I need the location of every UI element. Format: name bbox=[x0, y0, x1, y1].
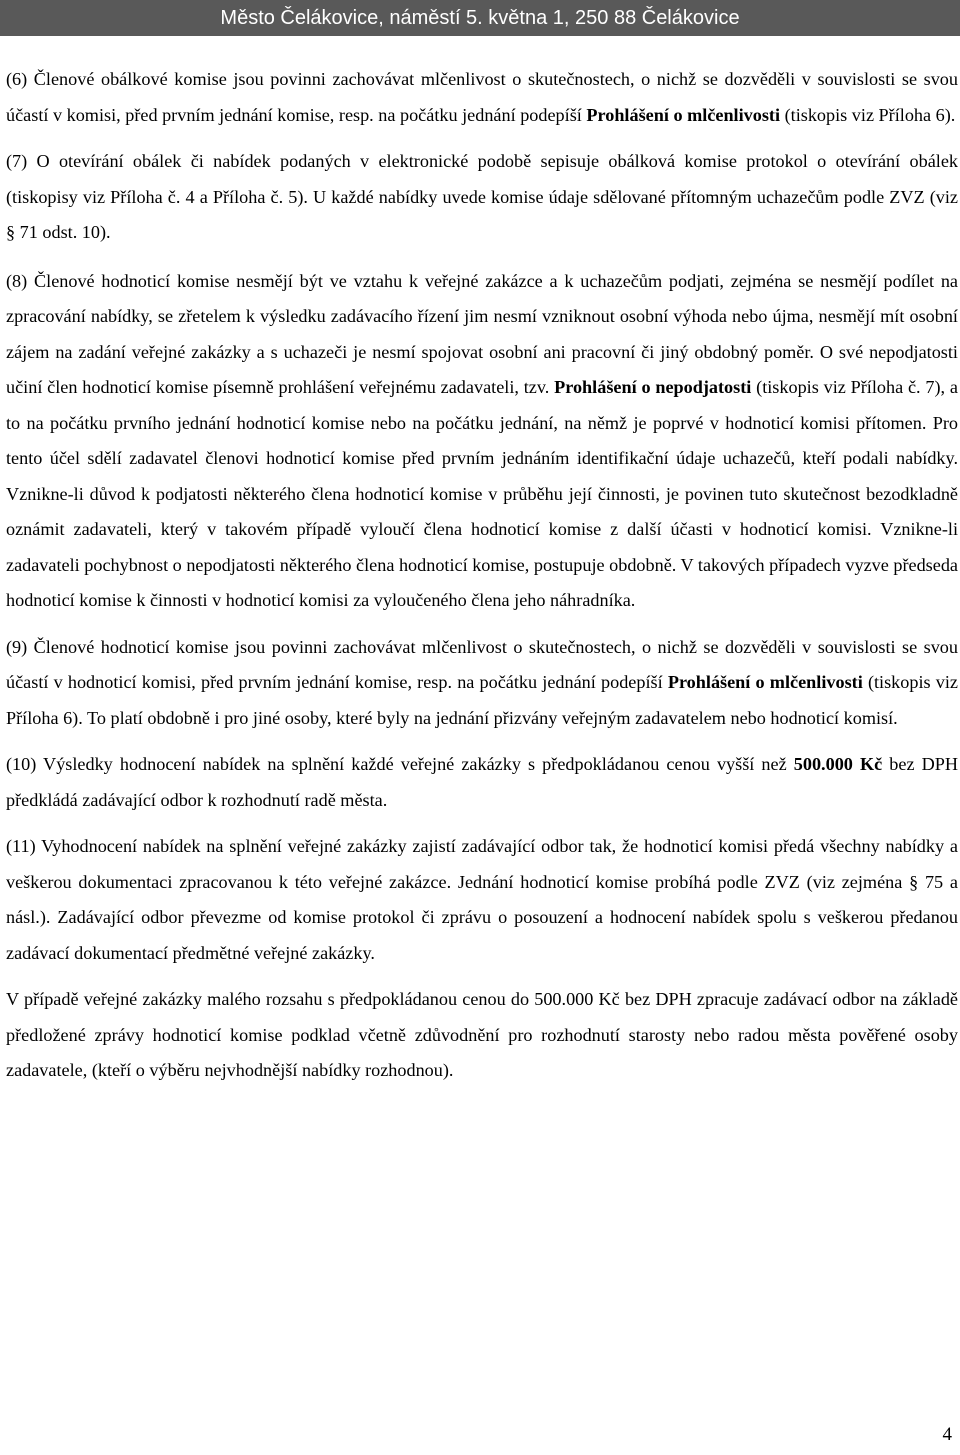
paragraph-11 bbox=[6, 829, 958, 971]
header-address: Město Čelákovice, náměstí 5. května 1, 250 88 Čelákovice bbox=[220, 6, 740, 29]
paragraph-6-text-end: (tiskopis viz Příloha 6). bbox=[780, 104, 956, 125]
paragraph-6-text: (6) Členové obálkové komise jsou povinni zachovávat mlčenlivost o skutečnostech, o nichž se dozvěděli v souvislosti se svou účastí v komisi, před prvním jednání komise, resp. na počátku jednání podepíší bbox=[6, 69, 958, 125]
paragraph-11-text: (11) Vyhodnocení nabídek na splnění veřejné zakázky zajistí zadávající odbor tak, že hodnoticí komisi předá všechny nabídky a veškerou dokumentaci zpracovanou k této veřejné zakázce. Jednání hodnoticí komise probíhá podle ZVZ (viz zejména § 75 a násl.). Zadávající odbor převezme od komise protokol či zprávu o posouzení a hodnocení nabídek spolu s veškerou předanou zadávací dokumentací předmětné veřejné zakázky. bbox=[6, 836, 958, 963]
paragraph-8-text-end: (tiskopis viz Příloha č. 7), a to na počátku prvního jednání hodnoticí komise nebo na počátku jednání, na němž je poprvé v hodnoticí komisi přítomen. Pro tento účel sdělí zadavatel členovi hodnoticí komise před prvním jednáním identifikační údaje uchazečů, kteří podali nabídky. Vznikne-li důvod k podjatosti některého člena hodnoticí komise v průběhu její činnosti, je povinen tuto skutečnost bezodkladně oznámit zadavateli, který v takovém případě vyloučí člena hodnoticí komise z další účasti v hodnoticí komisi. Vznikne-li zadavateli pochybnost o nepodjatosti některého člena hodnoticí komise, postupuje obdobně. V takových případech vyzve předseda hodnoticí komise k činnosti v hodnoticí komisi za vyloučeného člena jeho náhradníka. bbox=[6, 377, 958, 610]
paragraph-7-text: (7) O otevírání obálek či nabídek podaných v elektronické podobě sepisuje obálková komise protokol o otevírání obálek (tiskopisy viz Příloha č. 4 a Příloha č. 5). U každé nabídky uvede komise údaje sdělované přítomným uchazečům podle ZVZ (viz § 71 odst. 10). bbox=[6, 151, 958, 242]
paragraph-8-text: (8) Členové hodnoticí komise nesmějí být ve vztahu k veřejné zakázce a k uchazečům podjati, zejména se nesmějí podílet na zpracování nabídky, se zřetelem k výsledku zadávacího řízení jim nesmí vzniknout osobní výhoda nebo újma, nesmějí mít osobní zájem na zadání veřejné zakázky a s uchazeči je nesmí spojovat osobní ani pracovní či jiný obdobný poměr. O své nepodjatosti učiní člen hodnoticí komise písemně prohlášení veřejnému zadavateli, tzv. bbox=[6, 270, 958, 397]
paragraph-8-bold: Prohlášení o nepodjatosti bbox=[554, 377, 752, 397]
page-header bbox=[0, 0, 960, 36]
paragraph-6 bbox=[6, 62, 958, 133]
paragraph-6-bold: Prohlášení o mlčenlivosti bbox=[586, 104, 781, 125]
paragraph-10 bbox=[6, 747, 958, 818]
paragraph-12 bbox=[6, 982, 958, 1089]
paragraph-10-bold: 500.000 Kč bbox=[793, 754, 883, 774]
paragraph-9-text: (9) Členové hodnoticí komise jsou povinni zachovávat mlčenlivost o skutečnostech, o nichž se dozvěděli v souvislosti se svou účastí v hodnoticí komisi, před prvním jednání komise, resp. na počátku jednání podepíší bbox=[6, 636, 958, 692]
paragraph-7 bbox=[6, 144, 958, 251]
paragraph-10-text: (10) Výsledky hodnocení nabídek na splnění každé veřejné zakázky s předpokládanou cenou vyšší než bbox=[6, 754, 794, 774]
paragraph-12-text: V případě veřejné zakázky malého rozsahu s předpokládanou cenou do 500.000 Kč bez DPH zpracuje zadávací odbor na základě předložené zprávy hodnoticí komise podklad včetně zdůvodnění pro rozhodnutí starosty nebo radou města pověřené osoby zadavatele, (kteří o výběru nejvhodnější nabídky rozhodnou). bbox=[6, 989, 958, 1080]
page-number: 4 bbox=[942, 1424, 952, 1445]
paragraph-10-text-end: bez DPH předkládá zadávající odbor k rozhodnutí radě města. bbox=[6, 754, 958, 810]
paragraph-9 bbox=[6, 630, 958, 737]
paragraph-9-text-end: (tiskopis viz Příloha 6). To platí obdobně i pro jiné osoby, které byly na jednání přizvány veřejným zadavatelem nebo hodnoticí komisí. bbox=[6, 672, 958, 728]
paragraph-9-bold: Prohlášení o mlčenlivosti bbox=[667, 672, 863, 692]
paragraph-8 bbox=[6, 264, 958, 619]
document-body bbox=[6, 62, 958, 1100]
